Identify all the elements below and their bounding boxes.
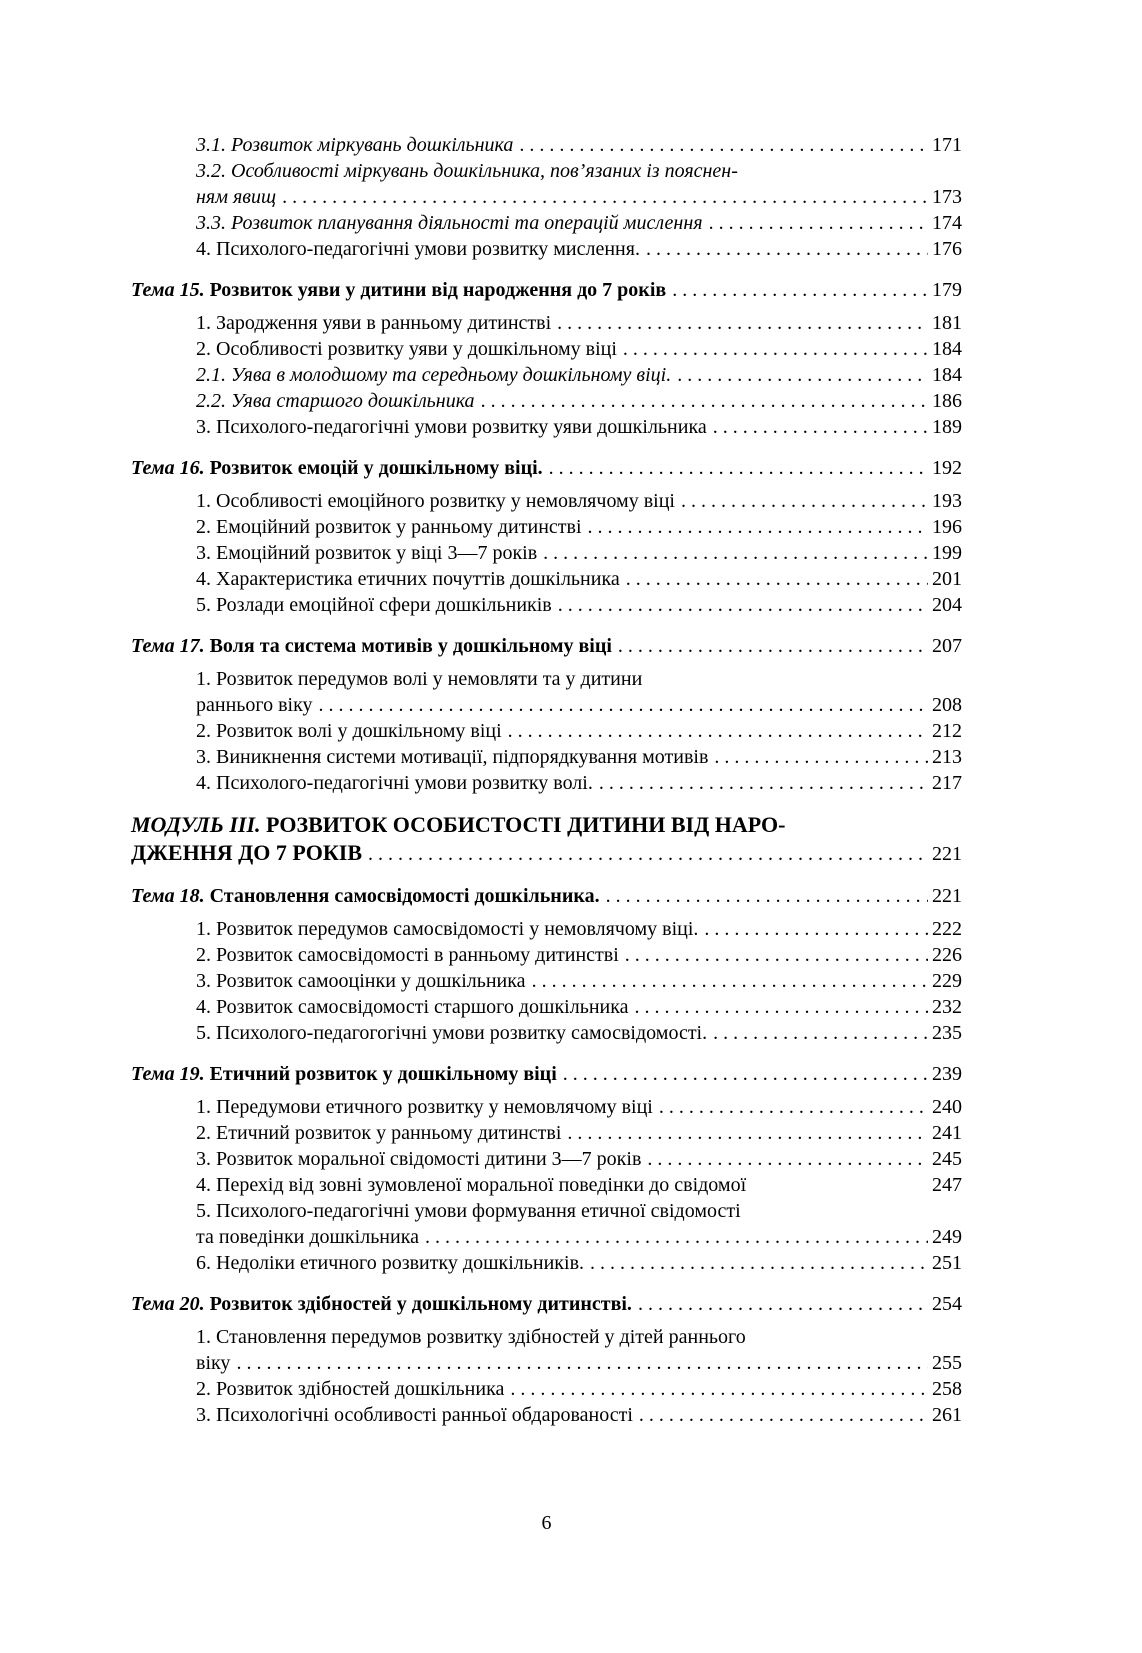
toc-entry-title: Воля та система мотивів у дошкільному віці (209, 635, 612, 657)
toc-page-ref: 212 (932, 720, 962, 742)
toc-entry-title: ДЖЕННЯ ДО 7 РОКІВ (131, 840, 363, 865)
toc-entry-title: 3. Психолого-педагогічні умови розвитку уяви дошкільника (196, 416, 707, 438)
toc-entry (131, 277, 962, 303)
toc-entry-title: 1. Особливості емоційного розвитку у немовлячому віці (196, 490, 675, 512)
toc-line (131, 1402, 962, 1428)
toc-entry-title: раннього віку (196, 694, 313, 716)
dot-leader (508, 718, 928, 744)
toc-line (131, 916, 962, 942)
toc-entry (131, 388, 962, 414)
toc-line (131, 158, 962, 184)
page-number: 6 (541, 1512, 552, 1534)
dot-leader (659, 1094, 928, 1120)
toc-entry-title: 5. Психолого-педагогогічні умови розвитку самосвідомості. (196, 1022, 708, 1044)
toc-page-ref: 192 (932, 457, 962, 479)
toc-entry-title: Етичний розвиток у дошкільному віці (209, 1063, 557, 1085)
toc-entry (131, 770, 962, 796)
dot-leader (646, 236, 928, 262)
toc-line (131, 1224, 962, 1250)
toc-line (131, 994, 962, 1020)
dot-leader (626, 566, 928, 592)
toc-entry-title: 1. Зародження уяви в ранньому дитинстві (196, 312, 552, 334)
toc-line (131, 540, 962, 566)
toc-block (131, 1291, 962, 1428)
toc-entry-title: 3. Розвиток моральної свідомості дитини 3—7 років (196, 1148, 642, 1170)
toc-entry-title: 2. Розвиток здібностей дошкільника (196, 1378, 505, 1400)
dot-leader (677, 362, 928, 388)
toc-entry-title: 4. Характеристика етичних почуттів дошкільника (196, 568, 620, 590)
toc-page-ref: 222 (932, 918, 962, 940)
toc-block (131, 132, 962, 262)
dot-leader (588, 514, 928, 540)
toc-entry-title: 3.3. Розвиток планування діяльності та операцій мислення (196, 212, 703, 234)
dot-leader (672, 277, 928, 303)
toc-line (131, 455, 962, 481)
toc-entry (131, 942, 962, 968)
toc-entry-title: 2. Етичний розвиток у ранньому дитинстві (196, 1122, 562, 1144)
toc-entry (131, 1146, 962, 1172)
toc-line (131, 362, 962, 388)
toc-entry-title: 2.1. Уява в молодшому та середньому дошкільному віці. (196, 364, 672, 386)
toc-page-ref: 235 (932, 1022, 962, 1044)
toc-entry-label: Тема 17. (131, 635, 210, 657)
toc-line (131, 883, 962, 909)
dot-leader (558, 592, 928, 618)
toc-entry (131, 1402, 962, 1428)
dot-leader (563, 1061, 928, 1087)
toc-page-ref: 184 (932, 338, 962, 360)
toc-line (131, 414, 962, 440)
toc-entry-title: ням явищ (196, 186, 277, 208)
toc-page-ref: 249 (932, 1226, 962, 1248)
toc-line (131, 310, 962, 336)
toc-page-ref: 181 (932, 312, 962, 334)
toc-entry (131, 968, 962, 994)
toc-page-ref: 171 (932, 134, 962, 156)
dot-leader (567, 1120, 928, 1146)
toc-line (131, 811, 962, 839)
toc-line (131, 692, 962, 718)
toc-entry (131, 455, 962, 481)
toc-entry (131, 883, 962, 909)
toc-entry-title: 1. Розвиток передумов самосвідомості у немовлячому віці. (196, 918, 699, 940)
toc-entry (131, 633, 962, 659)
toc-page-ref: 208 (932, 694, 962, 716)
toc-line (131, 514, 962, 540)
dot-leader (709, 210, 928, 236)
dot-leader (557, 310, 928, 336)
dot-leader (590, 1250, 928, 1276)
toc-entry-title: 5. Психолого-педагогічні умови формування етичної свідомості (196, 1200, 741, 1222)
toc-page-ref: 207 (932, 635, 962, 657)
toc-line (131, 1120, 962, 1146)
toc-page-ref: 174 (932, 212, 962, 234)
toc-page-ref: 241 (932, 1122, 962, 1144)
toc-entry-title: 3. Розвиток самооцінки у дошкільника (196, 970, 526, 992)
toc-line (131, 744, 962, 770)
toc-entry (131, 994, 962, 1020)
dot-leader (481, 388, 928, 414)
dot-leader (519, 132, 928, 158)
toc-entry-title: 4. Психолого-педагогічні умови розвитку волі. (196, 772, 593, 794)
dot-leader (543, 540, 928, 566)
toc-entry-title: 2. Емоційний розвиток у ранньому дитинстві (196, 516, 582, 538)
toc-line (131, 1146, 962, 1172)
toc-entry (131, 1172, 962, 1198)
toc-entry-title: та поведінки дошкільника (196, 1226, 420, 1248)
toc-block (131, 883, 962, 1046)
toc-page-ref: 213 (932, 746, 962, 768)
toc-entry-title: віку (196, 1352, 231, 1374)
toc-page-ref: 193 (932, 490, 962, 512)
toc-line (131, 718, 962, 744)
dot-leader (623, 336, 928, 362)
toc-entry-title: 4. Психолого-педагогічні умови розвитку мислення. (196, 238, 640, 260)
toc-entry-title: 6. Недоліки етичного розвитку дошкільників. (196, 1252, 585, 1274)
toc-page-ref: 255 (932, 1352, 962, 1374)
table-of-contents (131, 132, 962, 1428)
toc-page-ref: 261 (932, 1404, 962, 1426)
dot-leader (425, 1224, 928, 1250)
toc-page-ref: 258 (932, 1378, 962, 1400)
toc-page-ref: 189 (932, 416, 962, 438)
toc-entry (131, 718, 962, 744)
toc-entry-title: 4. Розвиток самосвідомості старшого дошкільника (196, 996, 629, 1018)
dot-leader (714, 744, 928, 770)
toc-page-ref: 245 (932, 1148, 962, 1170)
toc-entry (131, 566, 962, 592)
toc-page-ref: 204 (932, 594, 962, 616)
toc-entry (131, 592, 962, 618)
toc-entry (131, 1291, 962, 1317)
toc-entry (131, 1061, 962, 1087)
toc-entry-label: Тема 19. (131, 1063, 210, 1085)
toc-line (131, 277, 962, 303)
toc-entry-title: 3. Емоційний розвиток у віці 3—7 років (196, 542, 538, 564)
toc-entry-title: РОЗВИТОК ОСОБИСТОСТІ ДИТИНИ ВІД НАРО- (266, 812, 786, 837)
toc-block (131, 811, 962, 868)
toc-entry-title: 3. Виникнення системи мотивації, підпорядкування мотивів (196, 746, 709, 768)
toc-page-ref: 176 (932, 238, 962, 260)
toc-line (131, 1094, 962, 1120)
toc-entry (131, 514, 962, 540)
toc-entry (131, 1376, 962, 1402)
toc-line (131, 770, 962, 796)
toc-entry (131, 1020, 962, 1046)
dot-leader (549, 455, 928, 481)
toc-entry-title: Розвиток емоцій у дошкільному віці. (209, 457, 543, 479)
toc-entry-title: 3.2. Особливості міркувань дошкільника, пов’язаних із пояснен- (196, 160, 738, 182)
toc-entry-title: Розвиток здібностей у дошкільному дитинстві. (209, 1293, 632, 1315)
toc-entry-title: 2.2. Уява старшого дошкільника (196, 390, 475, 412)
dot-leader (625, 942, 928, 968)
toc-entry (131, 414, 962, 440)
toc-entry-label: Тема 18. (131, 885, 210, 907)
toc-entry-title: 1. Передумови етичного розвитку у немовлячому віці (196, 1096, 653, 1118)
dot-leader (532, 968, 928, 994)
toc-entry-label: Тема 16. (131, 457, 210, 479)
toc-entry (131, 666, 962, 718)
toc-line (131, 566, 962, 592)
toc-line (131, 1172, 962, 1198)
toc-entry (131, 540, 962, 566)
toc-line (131, 633, 962, 659)
toc-entry (131, 1250, 962, 1276)
dot-leader (635, 994, 928, 1020)
toc-line (131, 132, 962, 158)
toc-block (131, 455, 962, 618)
toc-page-ref: 254 (932, 1293, 962, 1315)
toc-line (131, 1020, 962, 1046)
toc-block (131, 1061, 962, 1276)
dot-leader (618, 633, 928, 659)
toc-page-ref: 239 (932, 1063, 962, 1085)
dot-leader (713, 414, 928, 440)
toc-line (131, 236, 962, 262)
toc-line (131, 1198, 962, 1224)
toc-entry-title: 2. Розвиток самосвідомості в ранньому дитинстві (196, 944, 619, 966)
toc-entry-label: Тема 15. (131, 279, 210, 301)
toc-page-ref: 226 (932, 944, 962, 966)
toc-entry (131, 236, 962, 262)
toc-line (131, 336, 962, 362)
toc-page-ref: 247 (932, 1174, 962, 1196)
toc-page-ref: 232 (932, 996, 962, 1018)
toc-line (131, 839, 962, 868)
toc-page-ref: 196 (932, 516, 962, 538)
toc-page-ref: 251 (932, 1252, 962, 1274)
toc-line (131, 1291, 962, 1317)
toc-line (131, 1350, 962, 1376)
toc-line (131, 184, 962, 210)
toc-entry-label: МОДУЛЬ ІІІ. (131, 812, 267, 837)
toc-page-ref: 173 (932, 186, 962, 208)
toc-entry (131, 132, 962, 158)
dot-leader (606, 883, 928, 909)
toc-entry-title: Розвиток уяви у дитини від народження до 7 років (209, 279, 667, 301)
toc-entry-label: Тема 20. (131, 1293, 210, 1315)
toc-line (131, 488, 962, 514)
toc-page-ref: 240 (932, 1096, 962, 1118)
dot-leader (236, 1350, 928, 1376)
toc-page-ref: 217 (932, 772, 962, 794)
toc-page-ref: 184 (932, 364, 962, 386)
toc-page-ref: 201 (932, 568, 962, 590)
dot-leader (704, 916, 928, 942)
toc-page-ref: 199 (932, 542, 962, 564)
toc-entry-title: 2. Особливості розвитку уяви у дошкільному віці (196, 338, 617, 360)
toc-entry-title: 1. Становлення передумов розвитку здібностей у дітей раннього (196, 1326, 746, 1348)
toc-page-ref: 221 (932, 843, 962, 865)
dot-leader (713, 1020, 928, 1046)
toc-page-ref: 229 (932, 970, 962, 992)
toc-entry-title: 3.1. Розвиток міркувань дошкільника (196, 134, 514, 156)
toc-line (131, 1324, 962, 1350)
toc-line (131, 968, 962, 994)
toc-page-ref: 221 (932, 885, 962, 907)
dot-leader (319, 692, 928, 718)
toc-entry (131, 210, 962, 236)
toc-entry (131, 916, 962, 942)
toc-entry-title: 4. Перехід від зовні зумовленої моральної поведінки до свідомої (196, 1174, 747, 1196)
toc-entry-title: Становлення самосвідомості дошкільника. (209, 885, 600, 907)
toc-entry (131, 1324, 962, 1376)
toc-entry (131, 811, 962, 868)
dot-leader (639, 1402, 928, 1428)
toc-line (131, 210, 962, 236)
toc-block (131, 633, 962, 796)
dot-leader (638, 1291, 928, 1317)
toc-line (131, 942, 962, 968)
toc-block (131, 277, 962, 440)
toc-entry (131, 362, 962, 388)
dot-leader (510, 1376, 928, 1402)
toc-line (131, 1250, 962, 1276)
dot-leader (282, 184, 928, 210)
dot-leader (368, 840, 928, 868)
toc-line (131, 592, 962, 618)
dot-leader (681, 488, 928, 514)
toc-entry (131, 1198, 962, 1250)
toc-entry (131, 336, 962, 362)
dot-leader (599, 770, 928, 796)
dot-leader (647, 1146, 928, 1172)
toc-entry-title: 1. Розвиток передумов волі у немовляти та у дитини (196, 668, 643, 690)
toc-entry-title: 3. Психологічні особливості ранньої обдарованості (196, 1404, 633, 1426)
toc-line (131, 1376, 962, 1402)
toc-line (131, 666, 962, 692)
toc-entry (131, 1120, 962, 1146)
toc-line (131, 388, 962, 414)
toc-page-ref: 179 (932, 279, 962, 301)
toc-entry (131, 488, 962, 514)
toc-line (131, 1061, 962, 1087)
toc-entry (131, 1094, 962, 1120)
toc-entry-title: 2. Розвиток волі у дошкільному віці (196, 720, 502, 742)
toc-page-ref: 186 (932, 390, 962, 412)
toc-entry (131, 158, 962, 210)
toc-entry (131, 744, 962, 770)
toc-entry (131, 310, 962, 336)
toc-entry-title: 5. Розлади емоційної сфери дошкільників (196, 594, 552, 616)
